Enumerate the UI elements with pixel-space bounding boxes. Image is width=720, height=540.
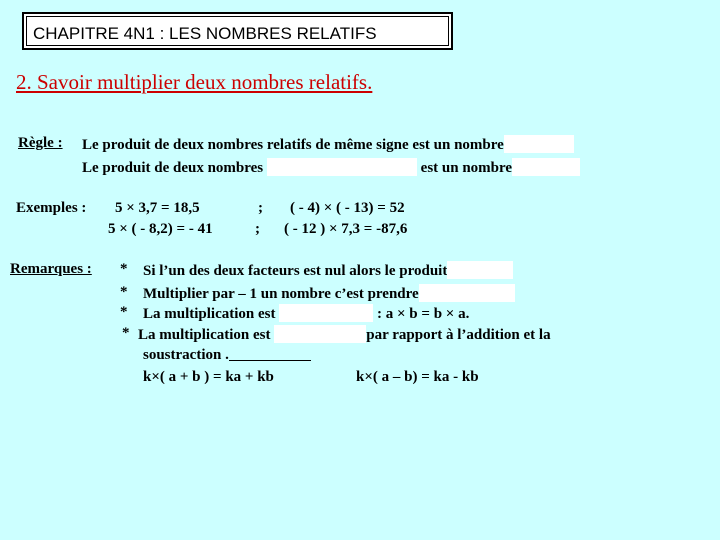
remarque-2-text: Multiplier par – 1 un nombre c’est prendre xyxy=(143,286,419,302)
remarque-1 xyxy=(143,261,513,280)
answer-blank xyxy=(279,304,373,322)
remarque-2 xyxy=(143,284,515,303)
remarque-4 xyxy=(138,325,551,344)
regle-line-1-text: Le produit de deux nombres relatifs de même signe est un nombre xyxy=(82,137,504,153)
remarque-bullet: * xyxy=(120,304,128,320)
regle-line-1 xyxy=(82,135,574,154)
remarque-1-text: Si l’un des deux facteurs est nul alors le produit xyxy=(143,263,448,279)
chapter-title-box xyxy=(22,12,453,50)
formula-subtraction: k×( a – b) = ka - kb xyxy=(356,369,479,385)
answer-blank xyxy=(512,158,580,176)
answer-underline xyxy=(229,346,311,361)
remarque-bullet: * xyxy=(120,284,128,300)
exemple-separator: ; xyxy=(258,200,263,216)
chapter-title: CHAPITRE 4N1 : LES NOMBRES RELATIFS xyxy=(33,24,377,43)
exemple-1: 5 × 3,7 = 18,5 xyxy=(115,200,200,216)
regle-line-2a-text: Le produit de deux nombres xyxy=(82,160,267,176)
remarque-bullet: * xyxy=(120,261,128,277)
regle-line-2b-text: est un nombre xyxy=(420,160,513,176)
exemple-3: 5 × ( - 8,2) = - 41 xyxy=(108,221,213,237)
regle-label: Règle : xyxy=(18,135,63,151)
exemple-4: ( - 12 ) × 7,3 = -87,6 xyxy=(284,221,408,237)
answer-blank xyxy=(504,135,574,153)
remarque-4c-text: soustraction . xyxy=(143,347,229,363)
remarque-3a-text: La multiplication est xyxy=(143,306,276,322)
exemple-2: ( - 4) × ( - 13) = 52 xyxy=(290,200,405,216)
remarque-3 xyxy=(143,304,469,323)
answer-blank xyxy=(447,261,513,279)
remarque-bullet: * xyxy=(122,325,130,341)
answer-blank xyxy=(274,325,366,343)
answer-blank xyxy=(419,284,515,302)
remarque-3b-text: : a × b = b × a. xyxy=(377,306,470,322)
remarque-4-continued xyxy=(143,346,311,364)
remarque-4a-text: La multiplication est xyxy=(138,327,271,343)
regle-line-2 xyxy=(82,158,580,177)
remarques-label: Remarques : xyxy=(10,261,92,277)
remarque-4b-text: par rapport à l’addition et la xyxy=(366,327,551,343)
exemples-label: Exemples : xyxy=(16,200,87,216)
formula-addition: k×( a + b ) = ka + kb xyxy=(143,369,274,385)
exemple-separator: ; xyxy=(255,221,260,237)
section-title: 2. Savoir multiplier deux nombres relatifs. xyxy=(16,70,373,94)
answer-blank xyxy=(267,158,417,176)
